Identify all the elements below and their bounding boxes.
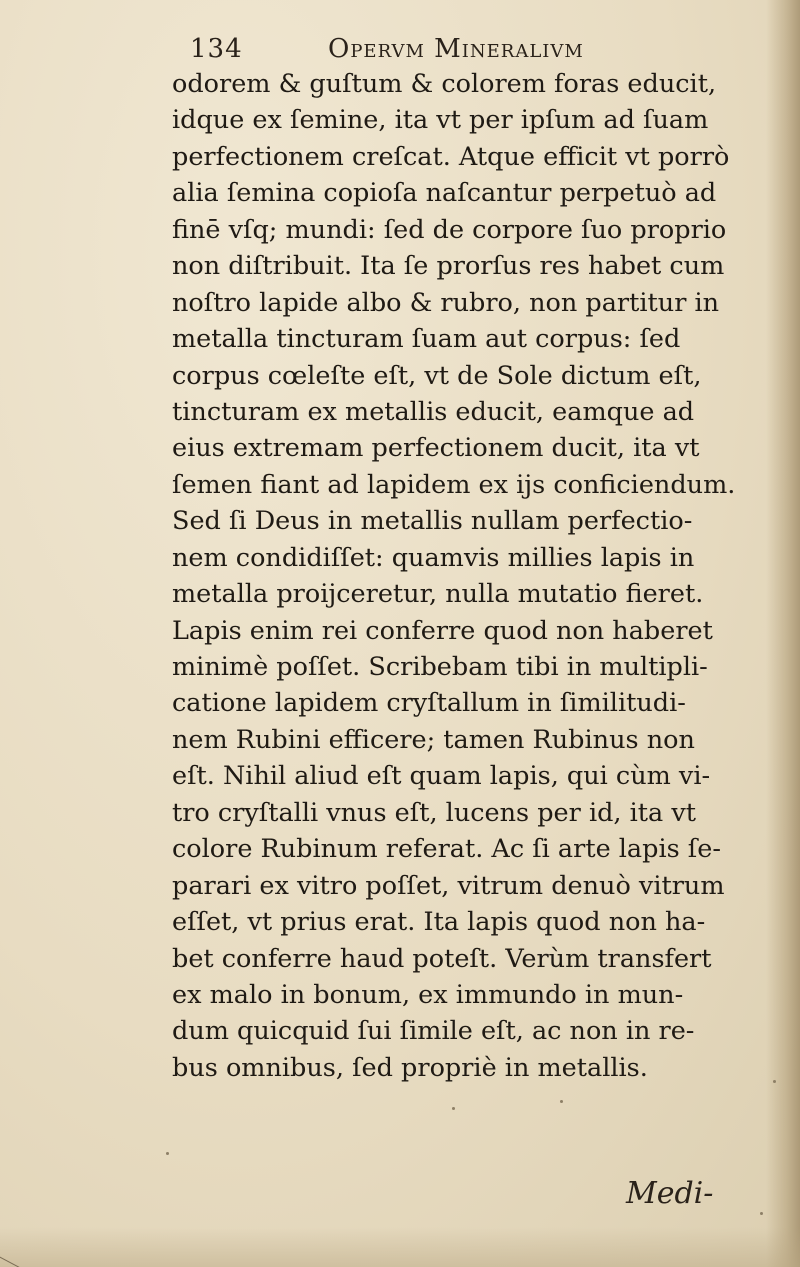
text-line: dum quicquid ſui ſimile eſt, ac non in re- — [172, 1016, 695, 1047]
text-line: corpus cœleſte eſt, vt de Sole dictum eſt, — [172, 360, 702, 391]
text-line: noſtro lapide albo & rubro, non partitur in — [172, 287, 720, 318]
text-line: nem Rubini efficere; tamen Rubinus non — [172, 724, 695, 755]
text-line: parari ex vitro poſſet, vitrum denuò vitrum — [172, 870, 725, 901]
text-line: odorem & guſtum & colorem foras educit, — [172, 69, 717, 99]
text-line: perfectionem creſcat. Atque efficit vt porrò — [172, 141, 730, 172]
text-line: bet conferre haud poteſt. Verùm transfert — [172, 943, 712, 974]
text-line: eſt. Nihil aliud eſt quam lapis, qui cùm vi- — [172, 761, 711, 792]
text-line: tincturam ex metallis educit, eamque ad — [172, 396, 695, 427]
text-line: non diſtribuit. Ita ſe prorſus res habet cum — [172, 251, 725, 282]
text-line: eius extremam perfectionem ducit, ita vt — [172, 433, 700, 464]
text-line: metalla tincturam ſuam aut corpus: ſed — [172, 324, 681, 355]
text-line: tro cryſtalli vnus eſt, lucens per id, ita vt — [172, 797, 696, 828]
page-bottom-shadow — [0, 1227, 800, 1267]
catchword: Medi- — [626, 1176, 714, 1211]
body-text — [172, 66, 772, 1086]
text-line: finē vſq; mundi: ſed de corpore ſuo proprio — [172, 214, 727, 245]
text-line: ſemen fiant ad lapidem ex ijs conficiendum. — [172, 469, 736, 500]
text-line: alia ſemina copioſa naſcantur perpetuò ad — [172, 178, 717, 209]
text-line: eſſet, vt prius erat. Ita lapis quod non ha- — [172, 907, 706, 938]
text-line: Sed ſi Deus in metallis nullam perfectio- — [172, 506, 693, 537]
text-line: minimè poſſet. Scribebam tibi in multipli- — [172, 652, 708, 682]
text-line: metalla proijceretur, nulla mutatio fieret. — [172, 579, 704, 610]
running-title: Opervm Mineralivm — [328, 34, 584, 64]
text-line: Lapis enim rei conferre quod non haberet — [172, 615, 713, 646]
text-line: bus omnibus, ſed propriè in metallis. — [172, 1052, 648, 1083]
page-number: 134 — [190, 34, 243, 64]
text-line: nem condidiſſet: quamvis millies lapis in — [172, 542, 695, 573]
text-line: idque ex ſemine, ita vt per ipſum ad ſuam — [172, 105, 709, 136]
text-line: catione lapidem cryſtallum in ſimilitudi- — [172, 688, 686, 719]
text-line: colore Rubinum referat. Ac ſi arte lapis ſe- — [172, 834, 721, 865]
text-line: ex malo in bonum, ex immundo in mun- — [172, 979, 684, 1010]
